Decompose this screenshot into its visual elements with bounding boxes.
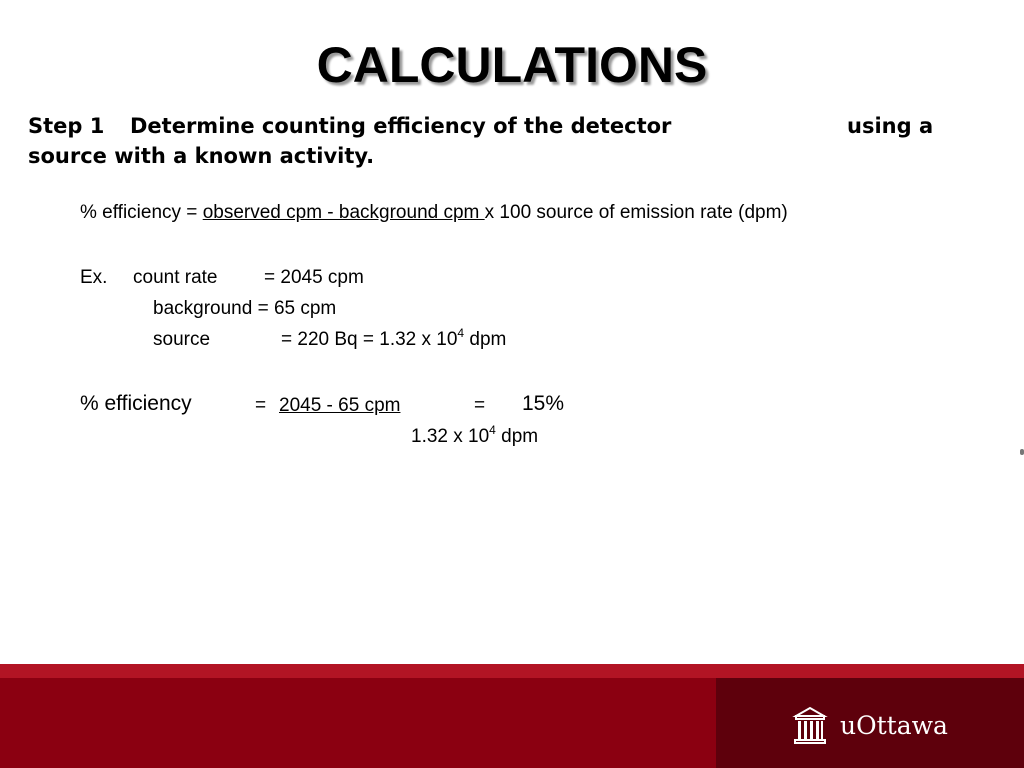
background-value: background = 65 cpm	[153, 298, 337, 319]
formula-rest: x 100 source of emission rate (dpm)	[484, 202, 788, 223]
result-denominator	[411, 423, 539, 448]
result-numerator: 2045 - 65 cpm	[279, 395, 401, 416]
slide-title: CALCULATIONS	[316, 37, 708, 93]
example-label: Ex.	[80, 267, 108, 288]
result-equals: =	[255, 395, 267, 416]
denominator-unit: dpm	[495, 426, 539, 447]
denominator-exponent: 4	[489, 423, 496, 437]
step-description-line2: source with a known activity.	[28, 144, 375, 168]
source-exponent: 4	[457, 326, 465, 340]
source-unit: dpm	[464, 329, 507, 350]
count-rate-label: count rate	[133, 267, 218, 288]
stray-mark	[1020, 449, 1024, 455]
formula-numerator: observed cpm - background cpm	[202, 202, 485, 223]
university-logo-text: uOttawa	[840, 711, 948, 740]
count-rate-value: = 2045 cpm	[264, 267, 364, 288]
source-eq: = 220 Bq = 1.32 x 10	[281, 329, 458, 350]
step-label: Step 1	[28, 114, 105, 138]
footer-highlight	[0, 664, 1024, 678]
step-description-cont: using a	[847, 114, 934, 138]
step-description: Determine counting efficiency of the detector	[130, 114, 672, 138]
efficiency-formula	[80, 202, 788, 224]
denominator-base: 1.32 x 10	[411, 426, 490, 447]
source-label: source	[153, 329, 211, 350]
source-value	[281, 326, 507, 351]
result-equals-2: =	[474, 395, 486, 416]
result-value: 15%	[522, 392, 565, 415]
result-label: % efficiency	[80, 392, 192, 415]
formula-prefix: % efficiency =	[80, 202, 203, 223]
